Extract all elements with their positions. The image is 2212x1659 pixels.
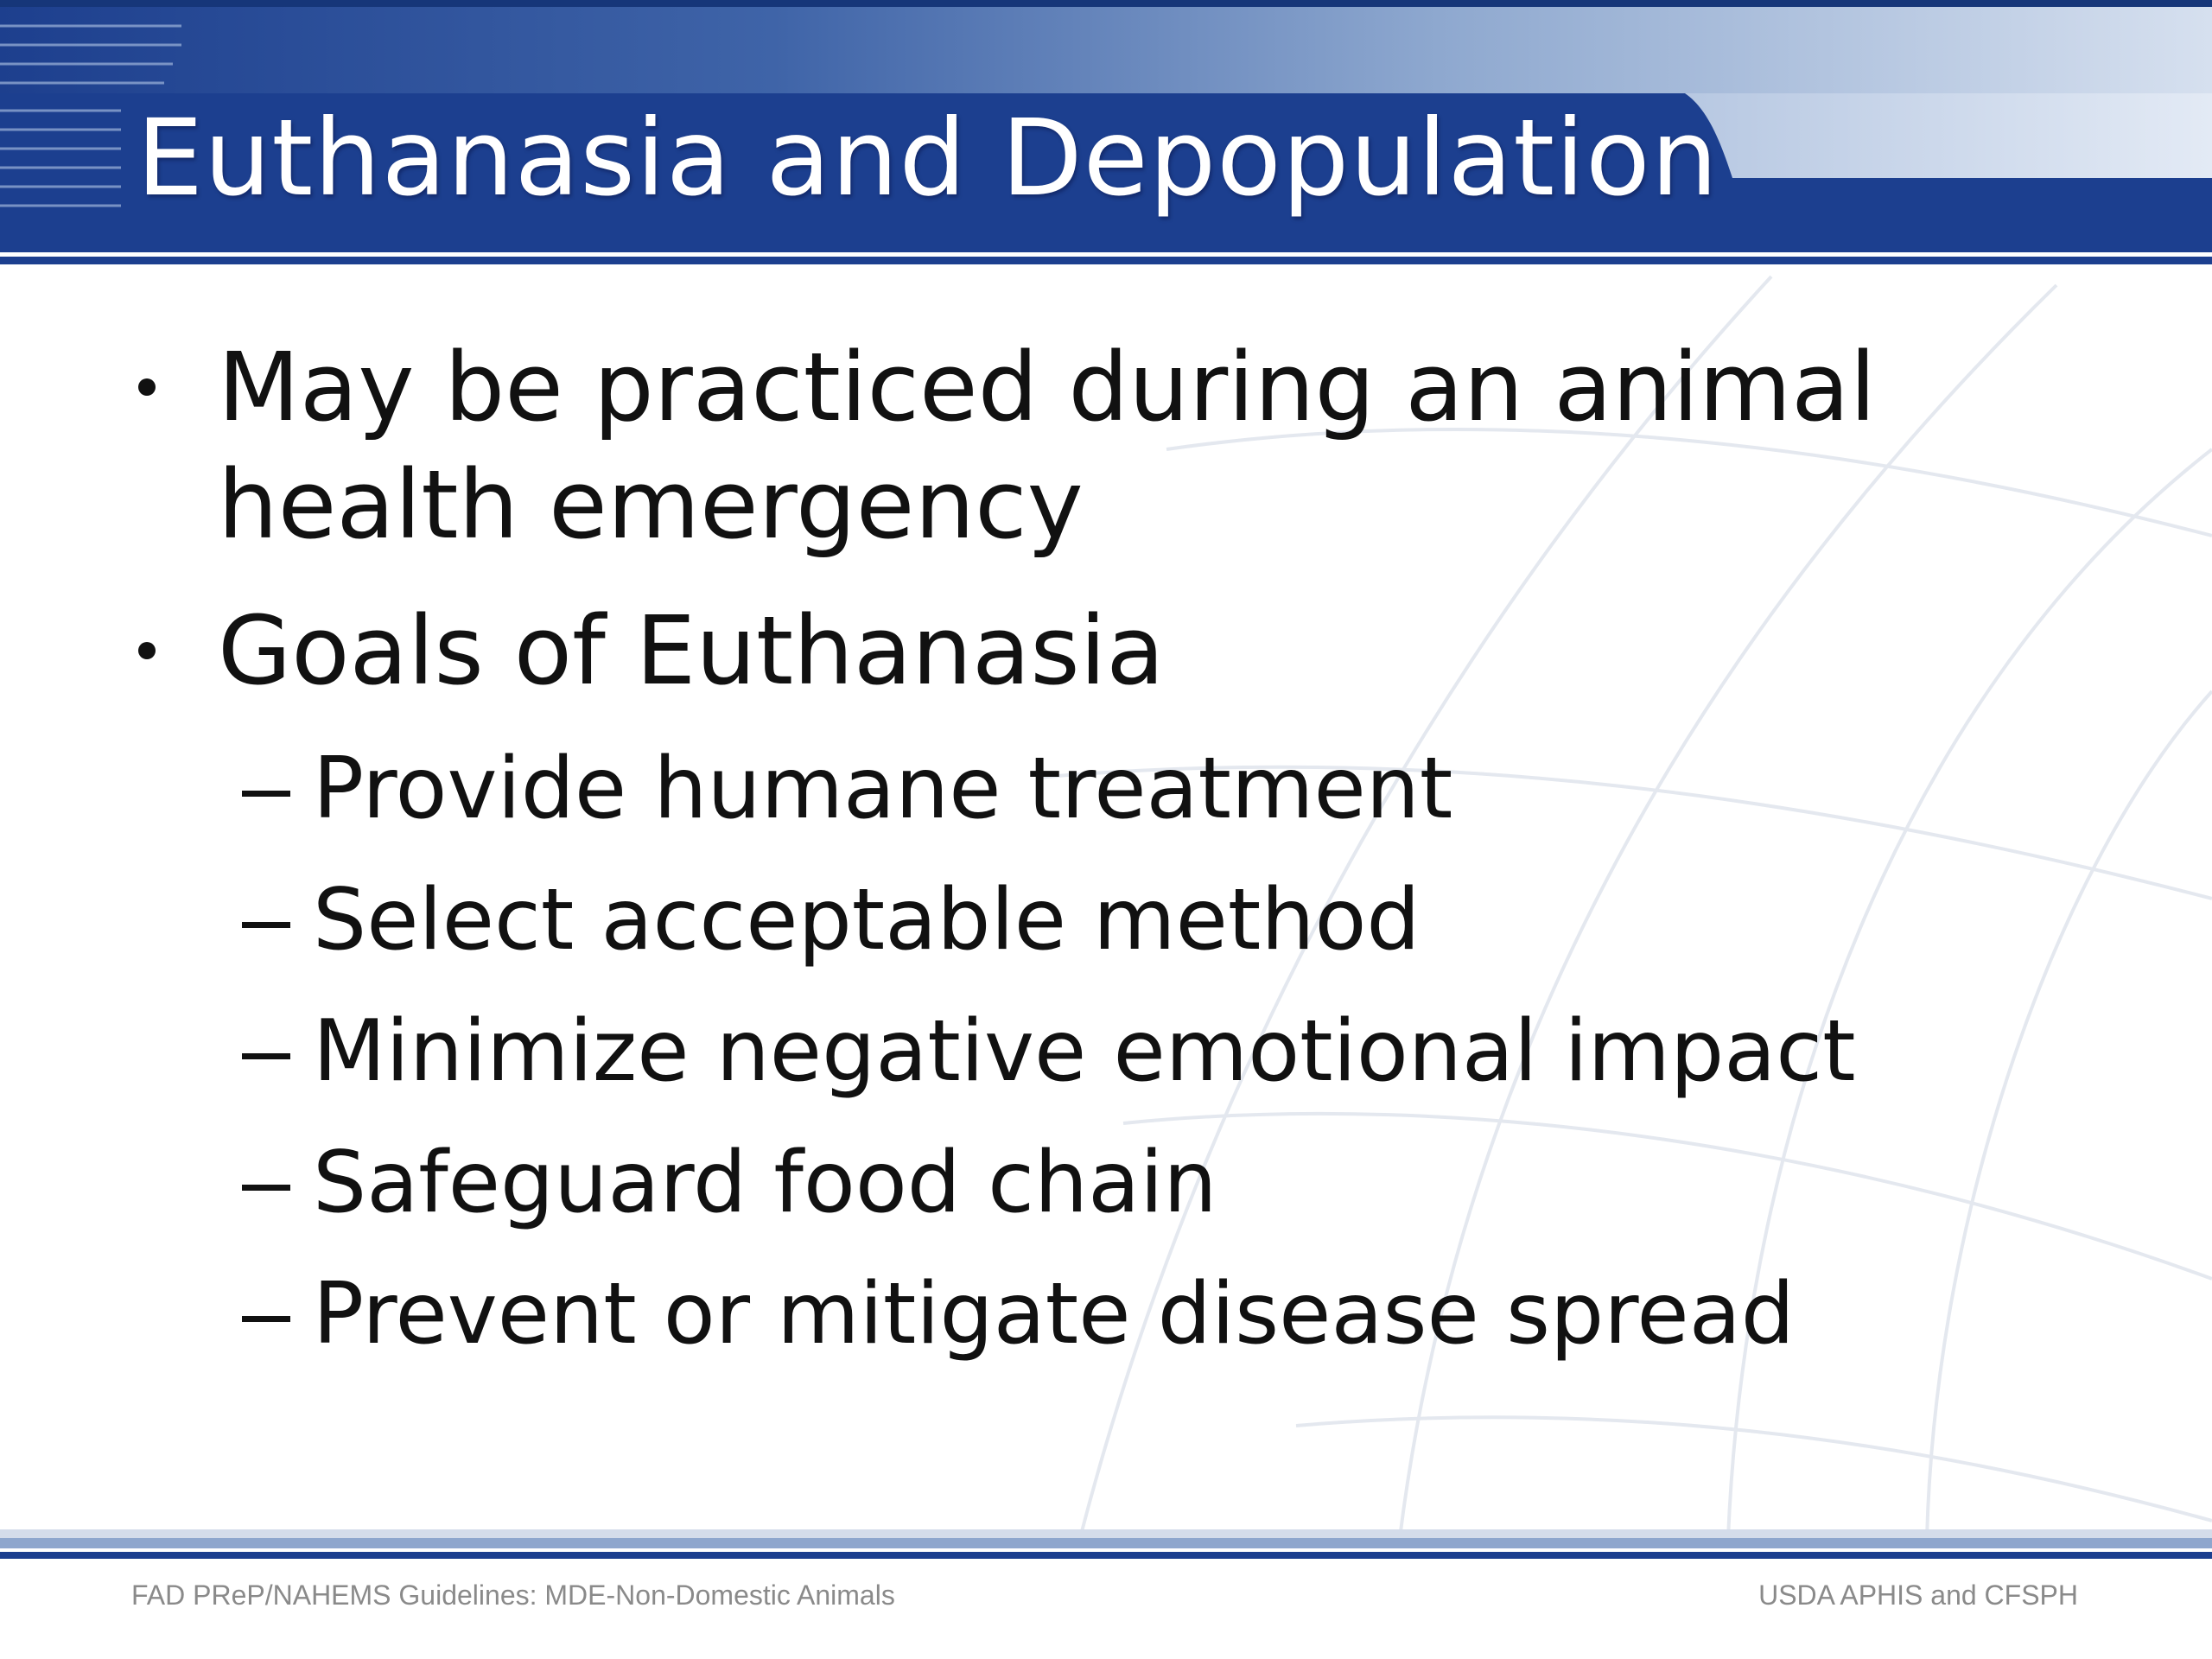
- dash-bullet-icon: [242, 922, 290, 928]
- bullet-dot-icon: [138, 378, 156, 396]
- slide-title: Euthanasia and Depopulation: [137, 97, 1719, 219]
- bullet-text-line: Provide humane treatment: [313, 740, 1453, 838]
- footer-left-text: FAD PReP/NAHEMS Guidelines: MDE-Non-Domestic Animals: [131, 1580, 895, 1611]
- dash-bullet-icon: [242, 791, 290, 797]
- bullet-text-line: Goals of Euthanasia: [218, 595, 1165, 706]
- bullet-text-line: Prevent or mitigate disease spread: [313, 1265, 1795, 1363]
- bullet-text-line: May be practiced during an animal: [218, 332, 1877, 442]
- bullet-text-line: health emergency: [218, 449, 1084, 560]
- dash-bullet-icon: [242, 1053, 290, 1059]
- dash-bullet-icon: [242, 1185, 290, 1191]
- bullet-text-line: Safeguard food chain: [313, 1134, 1217, 1232]
- bullet-text-line: Minimize negative emotional impact: [313, 1002, 1856, 1101]
- bullet-dot-icon: [138, 642, 156, 659]
- dash-bullet-icon: [242, 1316, 290, 1322]
- footer-rule: [0, 1529, 2212, 1573]
- footer-right-text: USDA APHIS and CFSPH: [1758, 1580, 2078, 1611]
- bullet-text-line: Select acceptable method: [313, 871, 1421, 969]
